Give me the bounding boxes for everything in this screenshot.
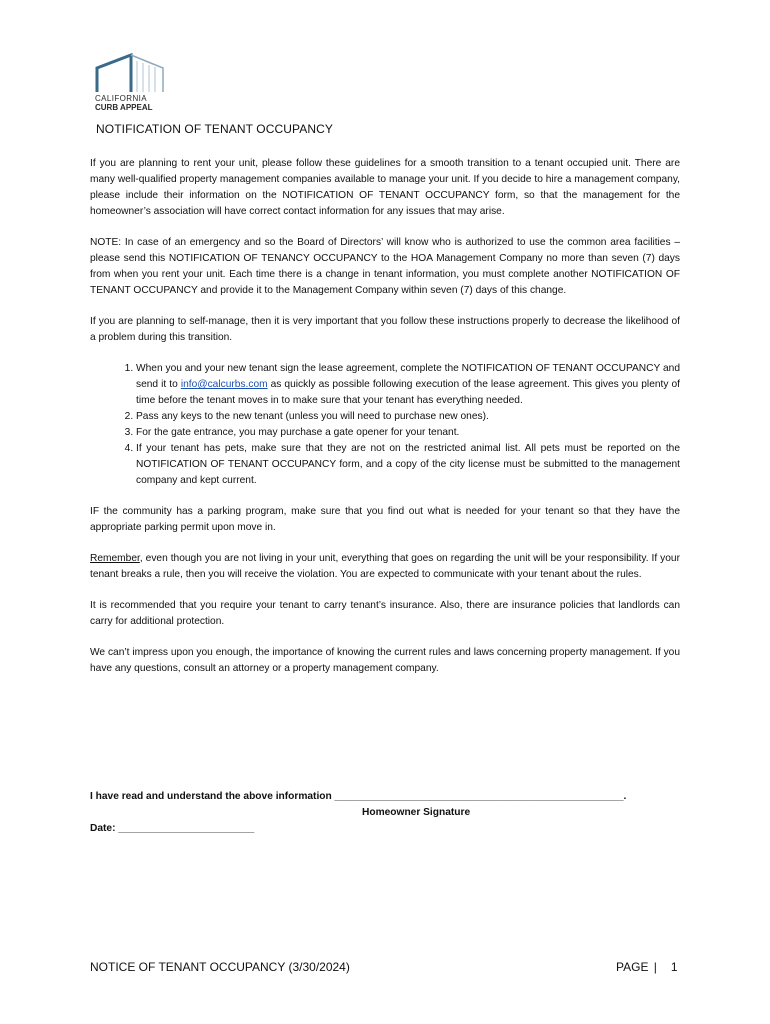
- list-item: 2. Pass any keys to the new tenant (unless you will need to purchase new ones).: [136, 409, 680, 425]
- intro-paragraph: If you are planning to rent your unit, please follow these guidelines for a smooth transition to a tenant occupied unit. There are many well-qualified property management companies available to manage your unit. If you decide to hire a management company, please include their information on the NOTIFICATION OF TENANT OCCUPANCY form, so that the management for the homeowner’s association will have correct contact information for any issues that may arise.: [90, 158, 680, 217]
- house-outline-icon: [95, 52, 165, 94]
- page-number: 1: [670, 960, 678, 974]
- page-indicator: [616, 960, 678, 974]
- logo-text-line1: CALIFORNIA: [95, 94, 148, 103]
- document-title: NOTIFICATION OF TENANT OCCUPANCY: [96, 122, 333, 136]
- signature-block: [90, 789, 690, 837]
- self-manage-paragraph: If you are planning to self-manage, then it is very important that you follow these instructions properly to decrease the likelihood of a problem during this transition.: [90, 316, 680, 343]
- signature-label: Homeowner Signature: [362, 807, 471, 818]
- email-link[interactable]: info@calcurbs.com: [180, 379, 268, 390]
- list-item-text: as quickly as possible following execution of the lease agreement. This gives you plenty of time before the tenant moves in to make sure that your tenant has everything needed.: [136, 379, 680, 406]
- footer-title: NOTICE OF TENANT OCCUPANCY (3/30/2024): [90, 960, 350, 974]
- logo-text-line2: CURB APPEAL: [95, 103, 153, 112]
- list-item: [136, 361, 680, 409]
- company-logo: [95, 52, 167, 112]
- page-label: PAGE |: [616, 960, 657, 974]
- list-item-text: When you and your new tenant sign the lease agreement, complete the NOTIFICATION OF TENANT OCCUPANCY and send it to: [136, 363, 680, 390]
- signature-line[interactable]: I have read and understand the above information ___________________________________________________.: [90, 791, 627, 802]
- parking-paragraph: IF the community has a parking program, make sure that you find out what is needed for your tenant so that they have the appropriate parking permit upon move in.: [90, 506, 680, 533]
- instruction-list: [90, 361, 680, 489]
- note-paragraph: NOTE: In case of an emergency and so the Board of Directors’ will know who is authorized to use the common area facilities – please send this NOTIFICATION OF TENANCY OCCUPANCY to the HOA Management Company no more than seven (7) days from when you rent your unit. Each time there is a change in tenant information, you must complete another NOTIFICATION OF TENANT OCCUPANCY and provide it to the Management Company within seven (7) days of this change.: [90, 237, 680, 296]
- remember-text: , even though you are not living in your unit, everything that goes on regarding the unit will be your responsibility. If your tenant breaks a rule, then you will receive the violation. You are expected to communicate with your tenant about the rules.: [90, 553, 680, 580]
- insurance-paragraph: It is recommended that you require your tenant to carry tenant’s insurance. Also, there are insurance policies that landlords can carry for additional protection.: [90, 600, 680, 627]
- remember-label: Remember: [90, 553, 140, 564]
- remember-paragraph: [90, 551, 680, 583]
- closing-paragraph: We can’t impress upon you enough, the importance of knowing the current rules and laws concerning property management. If you have any questions, consult an attorney or a property management company.: [90, 647, 680, 674]
- document-body: [90, 156, 680, 692]
- list-item: 3. For the gate entrance, you may purchase a gate opener for your tenant.: [136, 425, 680, 441]
- list-item: 4. If your tenant has pets, make sure that they are not on the restricted animal list. All pets must be reported on the NOTIFICATION OF TENANT OCCUPANCY form, and a copy of the city license must be submitted to the management company and kept current.: [136, 441, 680, 489]
- date-line[interactable]: Date: ________________________: [90, 823, 255, 834]
